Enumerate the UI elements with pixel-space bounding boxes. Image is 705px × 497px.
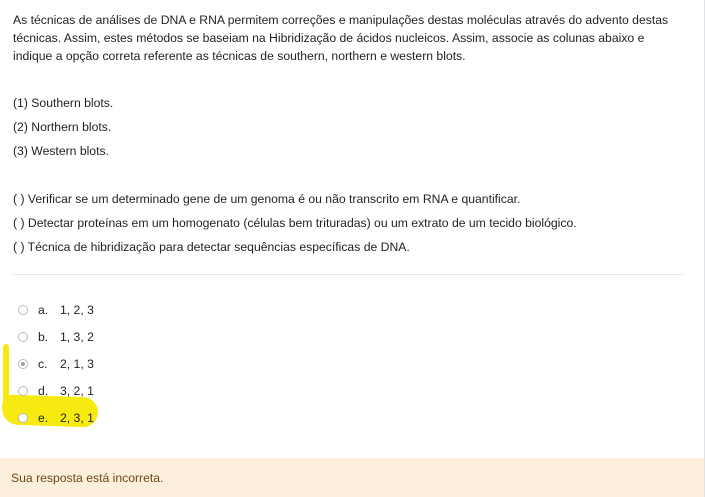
answer-letter: d. <box>38 383 49 398</box>
technique-item: (2) Northern blots. <box>13 120 112 134</box>
answer-option-c[interactable] <box>18 350 418 377</box>
techniques-list <box>13 94 683 166</box>
answer-letter: a. <box>38 302 49 317</box>
radio-button-icon[interactable] <box>18 413 28 423</box>
radio-button-icon[interactable] <box>18 332 28 342</box>
answer-options <box>18 296 418 431</box>
answer-value: 1, 3, 2 <box>60 329 94 344</box>
descriptions-list <box>13 190 683 262</box>
answer-option-b[interactable] <box>18 323 418 350</box>
answer-option-a[interactable] <box>18 296 418 323</box>
question-text <box>13 11 683 65</box>
question-prompt: As técnicas de análises de DNA e RNA permitem correções e manipulações destas moléculas através do advento destas técnicas. Assim, estes métodos se baseiam na Hibridização de ácidos nucleicos. Assim, associe as colunas abaixo e indique a opção correta referente as técnicas de southern, northern e western blots. <box>13 13 669 63</box>
radio-button-icon[interactable] <box>18 305 28 315</box>
answer-value: 2, 1, 3 <box>60 356 94 371</box>
description-item: ( ) Técnica de hibridização para detectar sequências específicas de DNA. <box>13 240 410 254</box>
answer-letter: c. <box>38 356 48 371</box>
answer-option-d[interactable] <box>18 377 418 404</box>
feedback-banner <box>0 458 704 497</box>
feedback-text: Sua resposta está incorreta. <box>11 470 164 485</box>
answer-letter: b. <box>38 329 49 344</box>
description-item: ( ) Verificar se um determinado gene de um genoma é ou não transcrito em RNA e quantificar. <box>13 192 521 206</box>
radio-button-icon[interactable] <box>18 386 28 396</box>
description-item: ( ) Detectar proteínas em um homogenato (células bem trituradas) ou um extrato de um tecido biológico. <box>13 216 577 230</box>
technique-item: (1) Southern blots. <box>13 96 114 110</box>
answer-letter: e. <box>38 410 49 425</box>
divider <box>13 274 683 275</box>
answer-value: 3, 2, 1 <box>60 383 94 398</box>
technique-item: (3) Western blots. <box>13 144 109 158</box>
answer-value: 2, 3, 1 <box>60 410 94 425</box>
answer-option-e[interactable] <box>18 404 418 431</box>
answer-value: 1, 2, 3 <box>60 302 94 317</box>
radio-button-checked-icon[interactable] <box>18 359 28 369</box>
